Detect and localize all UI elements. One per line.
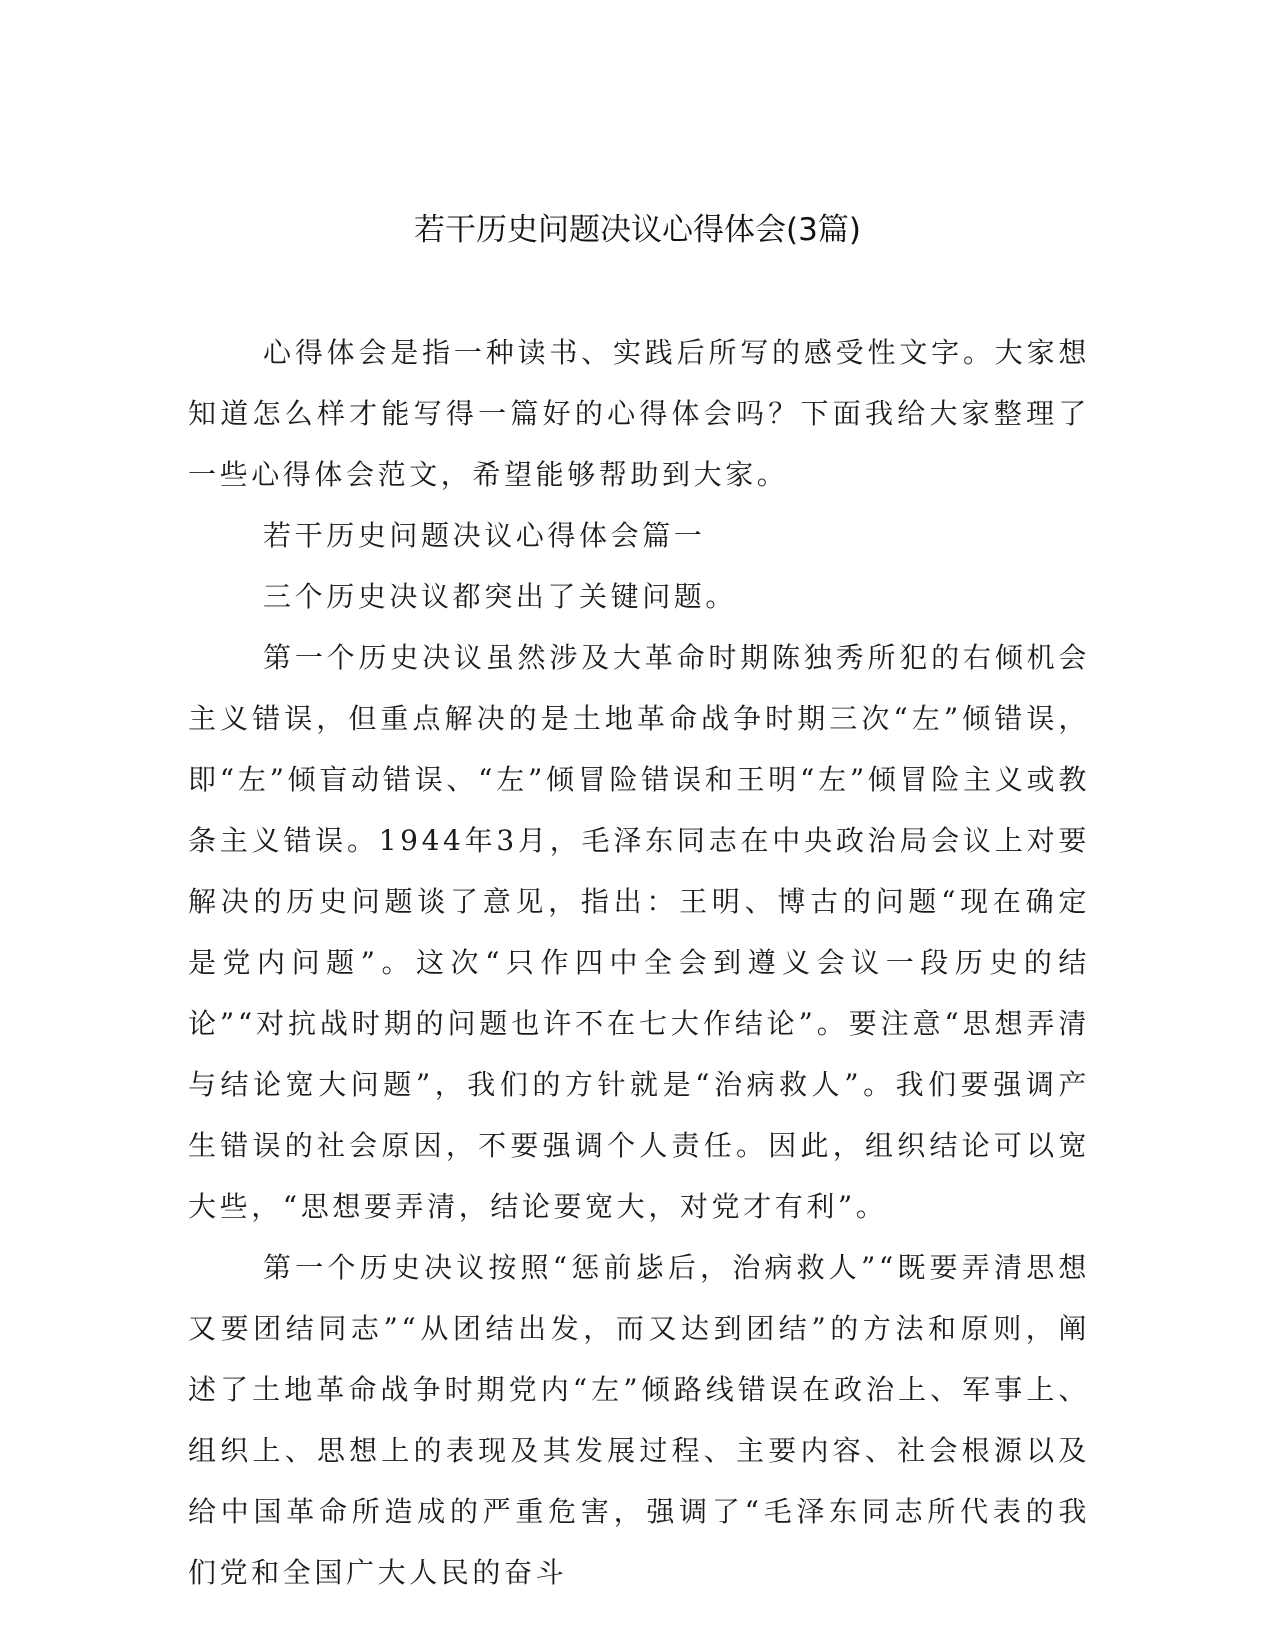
intro-paragraph: 心得体会是指一种读书、实践后所写的感受性文字。大家想知道怎么样才能写得一篇好的心得体会吗？下面我给大家整理了一些心得体会范文，希望能够帮助到大家。 — [188, 336, 1090, 491]
body-paragraph: 第一个历史决议虽然涉及大革命时期陈独秀所犯的右倾机会主义错误，但重点解决的是土地革命战争时期三次“左”倾错误，即“左”倾盲动错误、“左”倾冒险错误和王明“左”倾冒险主义或教条主义错误。1944年3月，毛泽东同志在中央政治局会议上对要解决的历史问题谈了意见，指出：王明、博古的问题“现在确定是党内问题”。这次“只作四中全会到遵义会议一段历史的结论”“对抗战时期的问题也许不在七大作结论”。要注意“思想弄清与结论宽大问题”，我们的方针就是“治病救人”。我们要强调产生错误的社会原因，不要强调个人责任。因此，组织结论可以宽大些，“思想要弄清，结论要宽大，对党才有利”。 — [188, 641, 1090, 1223]
body-paragraph: 三个历史决议都突出了关键问题。 — [263, 580, 738, 613]
document-title: 若干历史问题决议心得体会(3篇) — [414, 212, 861, 248]
section-heading: 若干历史问题决议心得体会篇一 — [263, 519, 706, 552]
body-paragraph: 第一个历史决议按照“惩前毖后，治病救人”“既要弄清思想又要团结同志”“从团结出发，而又达到团结”的方法和原则，阐述了土地革命战争时期党内“左”倾路线错误在政治上、军事上、组织上、思想上的表现及其发展过程、主要内容、社会根源以及给中国革命所造成的严重危害，强调了“毛泽东同志所代表的我们党和全国广大人民的奋斗 — [188, 1251, 1090, 1589]
document-body — [188, 322, 1090, 1603]
